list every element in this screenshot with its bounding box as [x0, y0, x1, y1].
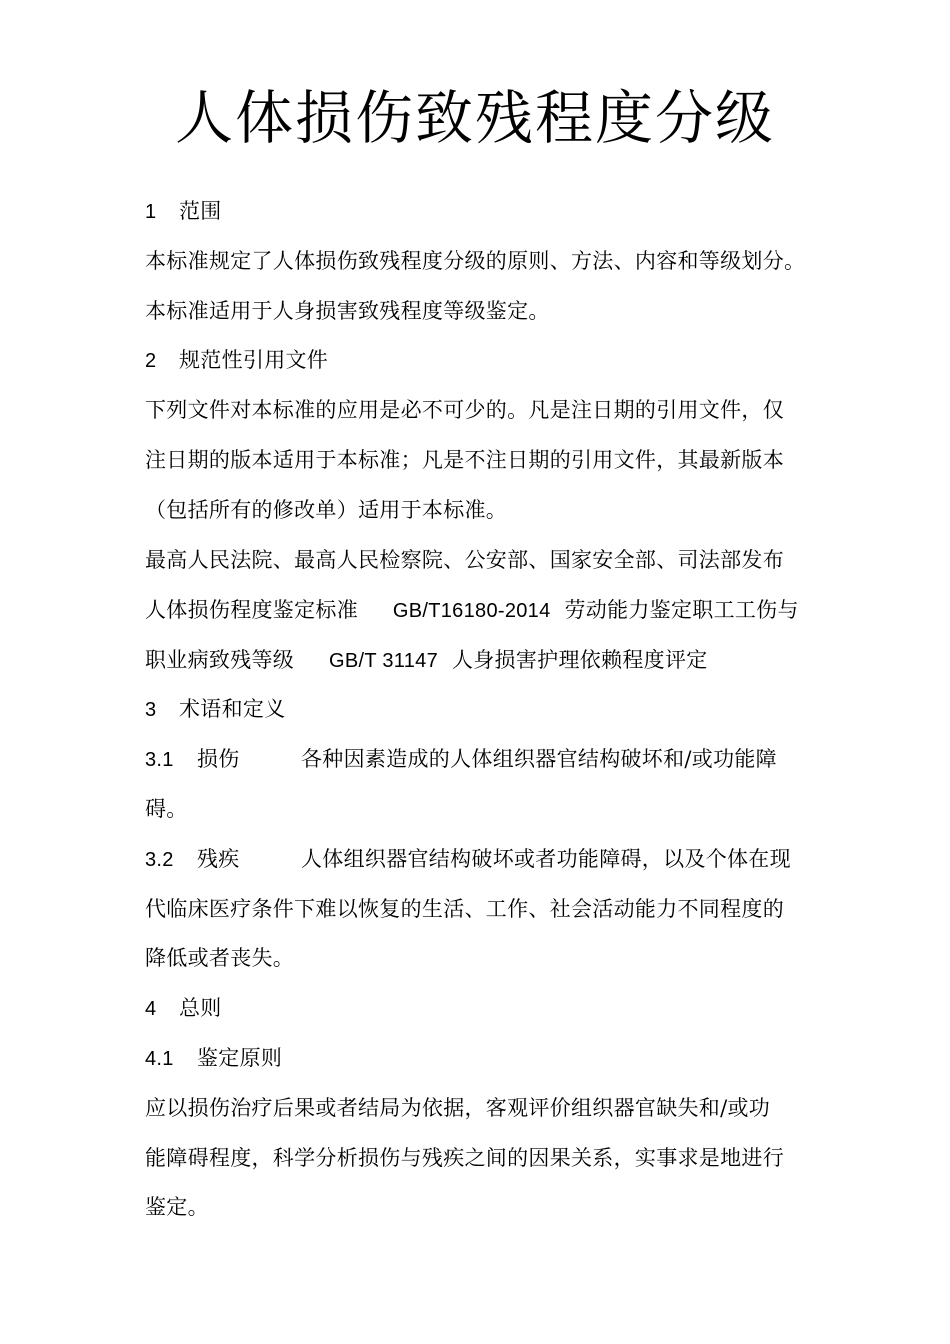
- paragraph-line: （包括所有的修改单）适用于本标准。: [145, 498, 508, 522]
- subsection-number: 3.2: [145, 849, 174, 871]
- paragraph-line: 注日期的版本适用于本标准；凡是不注日期的引用文件，其最新版本: [145, 448, 784, 472]
- section-title: 范围: [179, 199, 222, 223]
- reference-title: 劳动能力鉴定职工工伤与: [564, 598, 799, 622]
- reference-title: 人身损害护理依赖程度评定: [451, 648, 708, 672]
- section-title: 总则: [179, 996, 222, 1020]
- reference-title: 职业病致残等级: [145, 648, 295, 672]
- section-4-heading: [145, 993, 825, 1024]
- paragraph-line: 代临床医疗条件下难以恢复的生活、工作、社会活动能力不同程度的: [145, 897, 784, 921]
- definition-text: 人体组织器官结构破坏或者功能障碍，以及个体在现: [301, 847, 791, 871]
- definition-text: 各种因素造成的人体组织器官结构破坏和/或功能障: [301, 747, 777, 771]
- standard-code: GB/T 31147: [329, 650, 438, 672]
- subsection-number: 3.1: [145, 749, 174, 771]
- section-title: 术语和定义: [179, 697, 286, 721]
- paragraph-line: 最高人民法院、最高人民检察院、公安部、国家安全部、司法部发布: [145, 548, 784, 572]
- section-number: 2: [145, 350, 157, 372]
- subsection-4-1-heading: [145, 1043, 825, 1074]
- definition-term: 残疾: [197, 847, 240, 871]
- section-3-heading: [145, 694, 825, 725]
- document-title: 人体损伤致残程度分级: [174, 84, 775, 152]
- paragraph-line: 鉴定。: [145, 1195, 209, 1219]
- reference-title: 人体损伤程度鉴定标准: [145, 598, 358, 622]
- paragraph-line: 碍。: [145, 797, 188, 821]
- paragraph-line: 本标准适用于人身损害致残程度等级鉴定。: [145, 299, 550, 323]
- reference-line: [145, 595, 825, 626]
- section-number: 4: [145, 998, 157, 1020]
- section-2-heading: [145, 345, 825, 376]
- section-title: 规范性引用文件: [179, 348, 329, 372]
- definition-3-2: [145, 844, 825, 875]
- subsection-number: 4.1: [145, 1048, 174, 1070]
- standard-code: GB/T16180-2014: [392, 600, 551, 622]
- reference-line: [145, 645, 825, 676]
- subsection-title: 鉴定原则: [197, 1046, 283, 1070]
- paragraph-line: 下列文件对本标准的应用是必不可少的。凡是注日期的引用文件，仅: [145, 398, 784, 422]
- paragraph-line: 本标准规定了人体损伤致残程度分级的原则、方法、内容和等级划分。: [145, 249, 806, 273]
- section-number: 3: [145, 699, 157, 721]
- section-number: 1: [145, 201, 157, 223]
- paragraph-line: 降低或者丧失。: [145, 946, 295, 970]
- definition-term: 损伤: [197, 747, 240, 771]
- paragraph-line: 能障碍程度，科学分析损伤与残疾之间的因果关系，实事求是地进行: [145, 1146, 784, 1170]
- paragraph-line: 应以损伤治疗后果或者结局为依据，客观评价组织器官缺失和/或功: [145, 1096, 771, 1120]
- section-1-heading: [145, 196, 825, 227]
- definition-3-1: [145, 744, 825, 775]
